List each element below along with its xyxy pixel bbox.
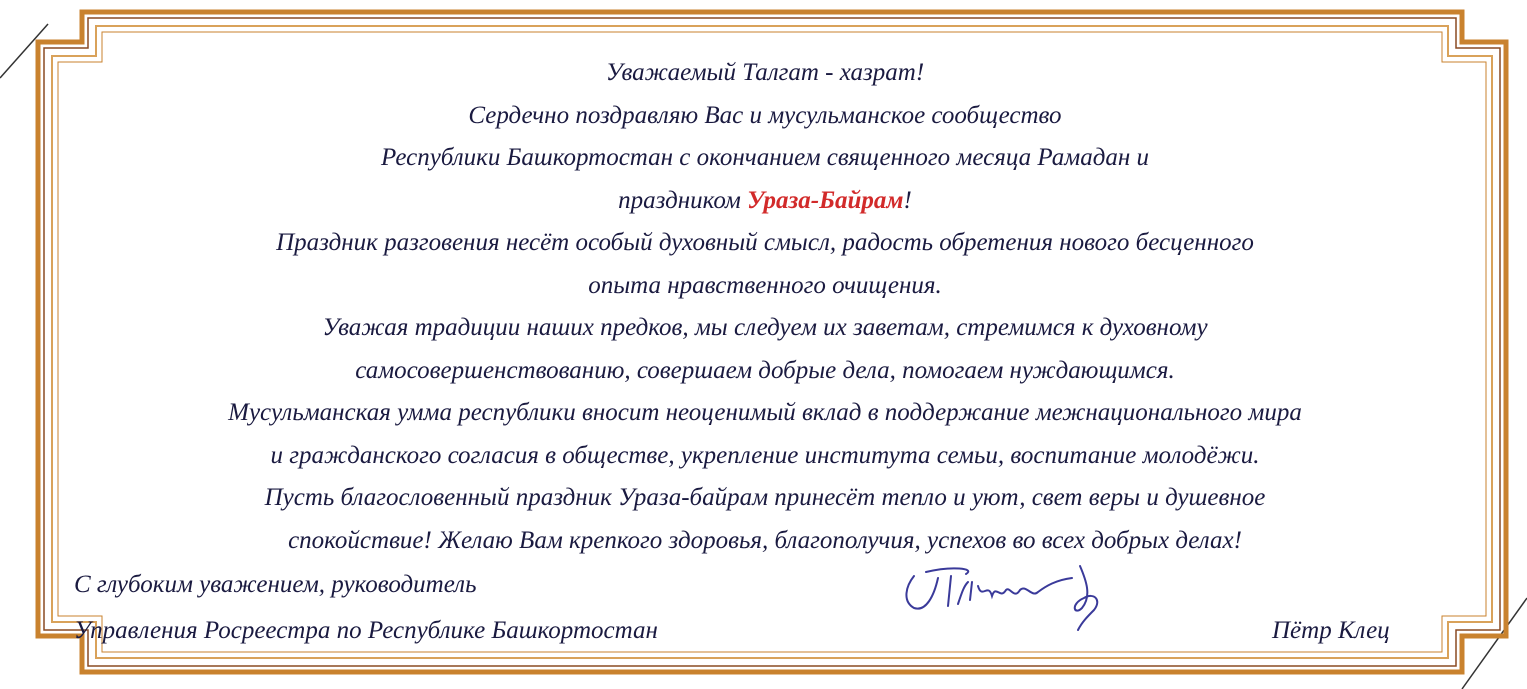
signatory-name: Пётр Клец	[1272, 617, 1390, 644]
body-line: Республики Башкортостан с окончанием священного месяца Рамадан и	[380, 144, 1150, 171]
body-line: Праздник разговения несёт особый духовный смысл, радость обретения нового бесценного	[276, 229, 1254, 256]
body-line: и гражданского согласия в обществе, укрепление института семьи, воспитание молодёжи.	[270, 441, 1260, 469]
body-line-holiday	[60, 180, 1470, 223]
closing-block	[74, 562, 658, 654]
greeting: Уважаемый Талгат - хазрат!	[605, 59, 925, 86]
body-line: Сердечно поздравляю Вас и мусульманское сообщество	[468, 101, 1062, 129]
body-line: спокойствие! Желаю Вам крепкого здоровья, благополучия, успехов во всех добрых делах!	[288, 526, 1242, 554]
handwritten-signature	[896, 556, 1146, 636]
body-text: !	[903, 186, 912, 214]
body-line: Пусть благословенный праздник Ураза-байрам принесёт тепло и уют, свет веры и душевное	[264, 484, 1266, 511]
closing-regards: С глубоким уважением, руководитель	[74, 571, 477, 598]
body-line: самосовершенствованию, совершаем добрые дела, помогаем нуждающимся.	[355, 356, 1175, 384]
body-line: Мусульманская умма республики вносит неоценимый вклад в поддержание межнационального мира	[228, 399, 1302, 426]
body-text: праздником	[618, 186, 748, 214]
letter-body	[60, 52, 1470, 562]
closing-title: Управления Росреестра по Республике Башкортостан	[74, 617, 658, 644]
body-line: опыта нравственного очищения.	[588, 271, 942, 299]
holiday-name: Ураза-Байрам	[747, 186, 904, 214]
body-line: Уважая традиции наших предков, мы следуем их заветам, стремимся к духовному	[322, 314, 1208, 341]
